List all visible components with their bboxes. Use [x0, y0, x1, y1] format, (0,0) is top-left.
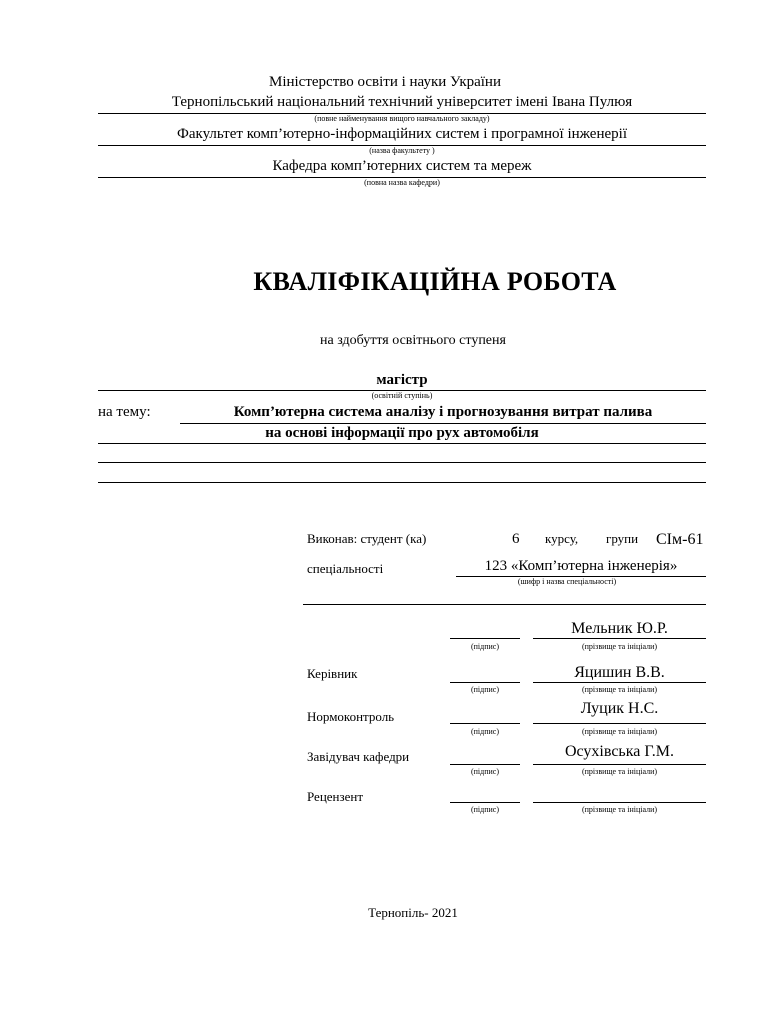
supervisor-signature-line: [450, 682, 520, 683]
signature-caption: (підпис): [470, 727, 499, 736]
university-name: Тернопільський національний технічний університет імені Івана Пулюя: [171, 94, 633, 110]
ministry-name: Міністерство освіти і науки України: [268, 74, 501, 90]
head-signature-line: [450, 764, 520, 765]
head-name-line: [533, 764, 706, 765]
specialty-value: 123 «Комп’ютерна інженерія»: [484, 558, 678, 574]
student-name: Мельник Ю.Р.: [571, 620, 668, 637]
name-caption: (прізвище та ініціали): [581, 767, 658, 776]
head-name: Осухівська Г.М.: [564, 743, 675, 760]
student-signature-line: [450, 638, 520, 639]
name-caption: (прізвище та ініціали): [581, 727, 658, 736]
separator-line: [303, 604, 706, 605]
name-caption: (прізвище та ініціали): [581, 685, 658, 694]
supervisor-label: Керівник: [307, 666, 358, 681]
specialty-label: спеціальності: [307, 561, 384, 576]
faculty-caption: (назва факультету ): [369, 146, 435, 155]
normcontrol-signature-line: [450, 723, 520, 724]
specialty-caption: (шифр і назва спеціальності): [517, 577, 617, 586]
course-label: курсу,: [545, 531, 579, 546]
topic-underline-4: [98, 482, 706, 483]
footer-city-year: Тернопіль- 2021: [368, 905, 458, 920]
normcontrol-name-line: [533, 723, 706, 724]
student-label: Виконав: студент (ка): [307, 531, 427, 546]
normcontrol-name: Луцик Н.С.: [580, 700, 659, 717]
topic-underline-2: [98, 443, 706, 444]
supervisor-name-line: [533, 682, 706, 683]
degree-intro: на здобуття освітнього ступеня: [320, 333, 506, 348]
reviewer-name-line: [533, 802, 706, 803]
topic-line-2: на основі інформації про рух автомобіля: [265, 425, 539, 441]
reviewer-signature-line: [450, 802, 520, 803]
normcontrol-label: Нормоконтроль: [307, 709, 395, 724]
signature-caption: (підпис): [470, 685, 499, 694]
course-number: 6: [512, 531, 520, 547]
page-title: КВАЛІФІКАЦІЙНА РОБОТА: [253, 267, 617, 296]
student-name-line: [533, 638, 706, 639]
name-caption: (прізвище та ініціали): [581, 805, 658, 814]
topic-underline-1: [180, 423, 706, 424]
topic-line-1: Комп’ютерна система аналізу і прогнозування витрат палива: [233, 404, 653, 420]
department-name: Кафедра комп’ютерних систем та мереж: [272, 158, 532, 174]
supervisor-name: Яцишин В.В.: [574, 664, 665, 681]
name-caption: (прізвище та ініціали): [581, 642, 658, 651]
group-value: СІм-61: [656, 531, 704, 548]
university-caption: (повне найменування вищого навчального закладу): [314, 114, 490, 123]
group-label: групи: [606, 531, 639, 546]
topic-underline-3: [98, 462, 706, 463]
signature-caption: (підпис): [470, 767, 499, 776]
reviewer-label: Рецензент: [307, 789, 364, 804]
department-caption: (повна назва кафедри): [364, 178, 440, 187]
degree-caption: (освітній ступінь): [371, 391, 433, 400]
topic-label: на тему:: [98, 404, 151, 420]
head-label: Завідувач кафедри: [307, 749, 410, 764]
signature-caption: (підпис): [470, 805, 499, 814]
signature-caption: (підпис): [470, 642, 499, 651]
degree-value: магістр: [376, 372, 428, 388]
faculty-name: Факультет комп’ютерно-інформаційних систем і програмної інженерії: [177, 126, 627, 142]
